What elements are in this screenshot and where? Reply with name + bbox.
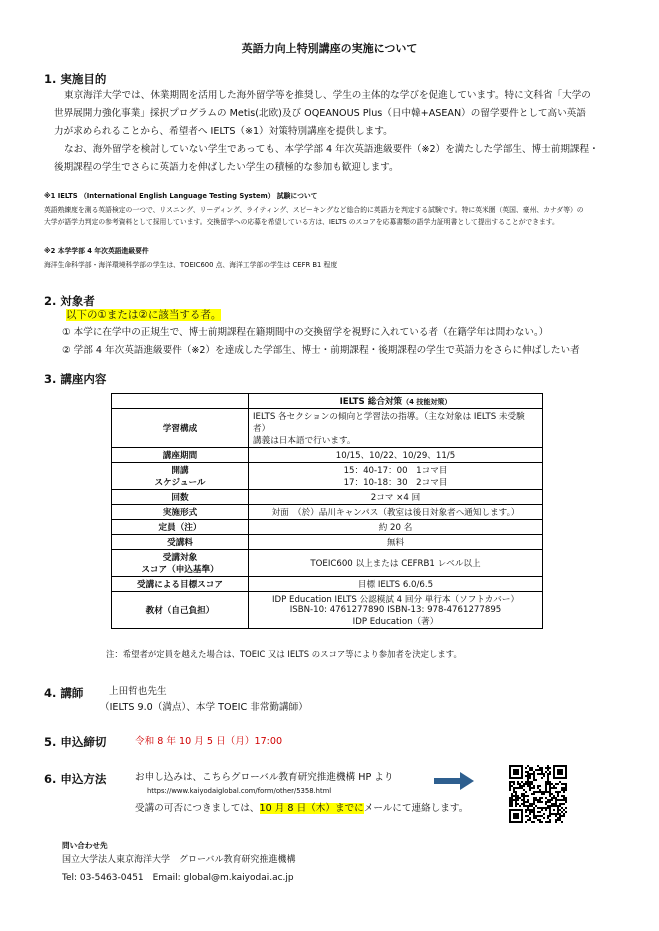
contact-org: 国立大学法人東京海洋大学 グローバル教育研究推進機構 — [62, 855, 296, 865]
section-5-heading: 5. 申込締切 — [44, 735, 107, 749]
course-row — [112, 520, 543, 535]
notification-date: 10 月 8 日（木）までに — [259, 803, 364, 814]
note-1-line: 大学が語学力判定の参考資料として採用しています。交換留学への応募を希望している方は、IELTS のスコアを応募書類の語学力証明書として提出することができます。 — [44, 218, 559, 226]
section-3-heading: 3. 講座内容 — [44, 372, 107, 386]
course-row-label: 開講 スケジュール — [112, 463, 249, 490]
contact-tel-email: Tel: 03-5463-0451 Email: global@m.kaiyodai.ac.jp — [62, 873, 294, 883]
notification-pre: 受講の可否につきましては、 — [135, 803, 260, 814]
course-row-label: 受講料 — [112, 535, 249, 550]
note-1-title: ※1 IELTS （International English Language Testing System） 試験について — [44, 192, 318, 200]
course-row-label: 受講による目標スコア — [112, 577, 249, 592]
instructor-detail: （IELTS 9.0（満点）、本学 TOEIC 非常勤講師） — [100, 702, 308, 713]
course-row — [112, 490, 543, 505]
section-4-heading: 4. 講師 — [44, 686, 84, 700]
course-row-value: 目標 IELTS 6.0/6.5 — [249, 577, 543, 592]
course-row-label: 定員（注） — [112, 520, 249, 535]
course-row-label: 講座期間 — [112, 448, 249, 463]
notification-line — [135, 800, 468, 818]
course-row — [112, 592, 543, 629]
note-2-title: ※2 本学学部 4 年次英語進級要件 — [44, 247, 149, 255]
arrow-right-icon — [434, 772, 474, 790]
course-row — [112, 448, 543, 463]
course-header-row — [112, 394, 543, 409]
course-row-label: 回数 — [112, 490, 249, 505]
course-row-value: IDP Education IELTS 公認模試 4 回分 単行本（ソフトカバー） ISBN-10: 4761277890 ISBN-13: 978-4761277895 IDP Education（著） — [249, 592, 543, 629]
eligibility-list — [62, 324, 652, 360]
course-title: IELTS 総合対策 — [339, 397, 403, 407]
qr-code-icon[interactable] — [509, 765, 567, 823]
section-1-line: なお、海外留学を検討していない学生であっても、本学学部 4 年次英語進級要件（※2）を満たした学部生、博士前期課程・ — [64, 144, 599, 155]
course-row-label: 教材（自己負担） — [112, 592, 249, 629]
eligibility-item: ① 本学に在学中の正規生で、博士前期課程在籍期間中の交換留学を視野に入れている者（在籍学年は問わない。） — [62, 327, 549, 338]
course-row-label: 学習構成 — [112, 409, 249, 448]
course-rows — [112, 409, 543, 629]
contact-title: 問い合わせ先 — [62, 841, 108, 850]
page-title: 英語力向上特別講座の実施について — [241, 42, 418, 55]
eligibility-highlight-text: 以下の①または②に該当する者。 — [66, 309, 222, 321]
course-header-empty — [112, 394, 249, 409]
course-row-label: 受講対象 スコア（申込基準） — [112, 550, 249, 577]
course-row-value: 無料 — [249, 535, 543, 550]
section-1-body — [54, 87, 624, 177]
course-row — [112, 550, 543, 577]
course-note: 注：希望者が定員を越えた場合は、TOEIC 又は IELTS のスコア等により参加者を決定します。 — [106, 649, 462, 659]
course-row-value: 2コマ ×4 回 — [249, 490, 543, 505]
note-1-line: 英語熟練度を測る英語検定の一つで、リスニング、リーディング、ライティング、スピーキングなど総合的に英語力を判定する試験です。特に英米圏（英国、豪州、カナダ等）の — [44, 206, 584, 214]
apply-instruction: お申し込みは、こちらグローバル教育研究推進機構 HP より — [135, 772, 394, 783]
note-2-body: 海洋生命科学部・海洋環境科学部の学生は、TOEIC600 点、海洋工学部の学生は CEFR B1 程度 — [44, 261, 338, 269]
course-row-value: 10/15、10/22、10/29、11/5 — [249, 448, 543, 463]
section-1-line: 後期課程の学生でさらに英語力を伸ばしたい学生の積極的な参加も歓迎します。 — [54, 162, 399, 173]
course-row — [112, 577, 543, 592]
eligibility-highlight — [66, 306, 221, 325]
note-1-body — [44, 204, 644, 228]
course-row — [112, 463, 543, 490]
course-row-value: TOEIC600 以上または CEFRB1 レベル以上 — [249, 550, 543, 577]
course-subtitle: （4 技能対策） — [402, 398, 452, 406]
apply-url[interactable]: https://www.kaiyodaiglobal.com/form/other/5358.html — [147, 787, 332, 795]
notification-post: メールにて連絡します。 — [363, 803, 469, 814]
deadline: 令和 8 年 10 月 5 日（月）17:00 — [135, 736, 283, 747]
instructor-name: 上田哲也先生 — [109, 686, 167, 697]
course-table — [111, 393, 543, 629]
section-1-line: 東京海洋大学では、休業期間を活用した海外留学等を推奨し、学生の主体的な学びを促進しています。特に文科省「大学の — [64, 90, 591, 101]
eligibility-item: ② 学部 4 年次英語進級要件（※2）を達成した学部生、博士・前期課程・後期課程の学生で英語力をさらに伸ばしたい者 — [62, 345, 580, 356]
course-row-label: 実施形式 — [112, 505, 249, 520]
course-row-value: 15：40-17：00 1コマ目 17：10-18：30 2コマ目 — [249, 463, 543, 490]
section-6-heading: 6. 申込方法 — [44, 772, 107, 786]
course-row — [112, 409, 543, 448]
course-row-value: 約 20 名 — [249, 520, 543, 535]
course-row — [112, 505, 543, 520]
course-row-value: IELTS 各セクションの傾向と学習法の指導。（主な対象は IELTS 未受験者） 講義は日本語で行います。 — [249, 409, 543, 448]
section-1-line: 世界展開力強化事業」採択プログラムの Metis(北欧)及び OQEANOUS Plus（日中韓+ASEAN）の留学要件として高い英語 — [54, 108, 586, 119]
section-2-heading: 2. 対象者 — [44, 294, 95, 308]
section-1-heading: 1. 実施目的 — [44, 72, 107, 86]
course-row-value: 対面 （於）品川キャンパス（教室は後日対象者へ通知します。） — [249, 505, 543, 520]
course-header — [249, 394, 543, 409]
course-row — [112, 535, 543, 550]
section-1-line: 力が求められることから、希望者へ IELTS（※1）対策特別講座を提供します。 — [54, 126, 393, 137]
